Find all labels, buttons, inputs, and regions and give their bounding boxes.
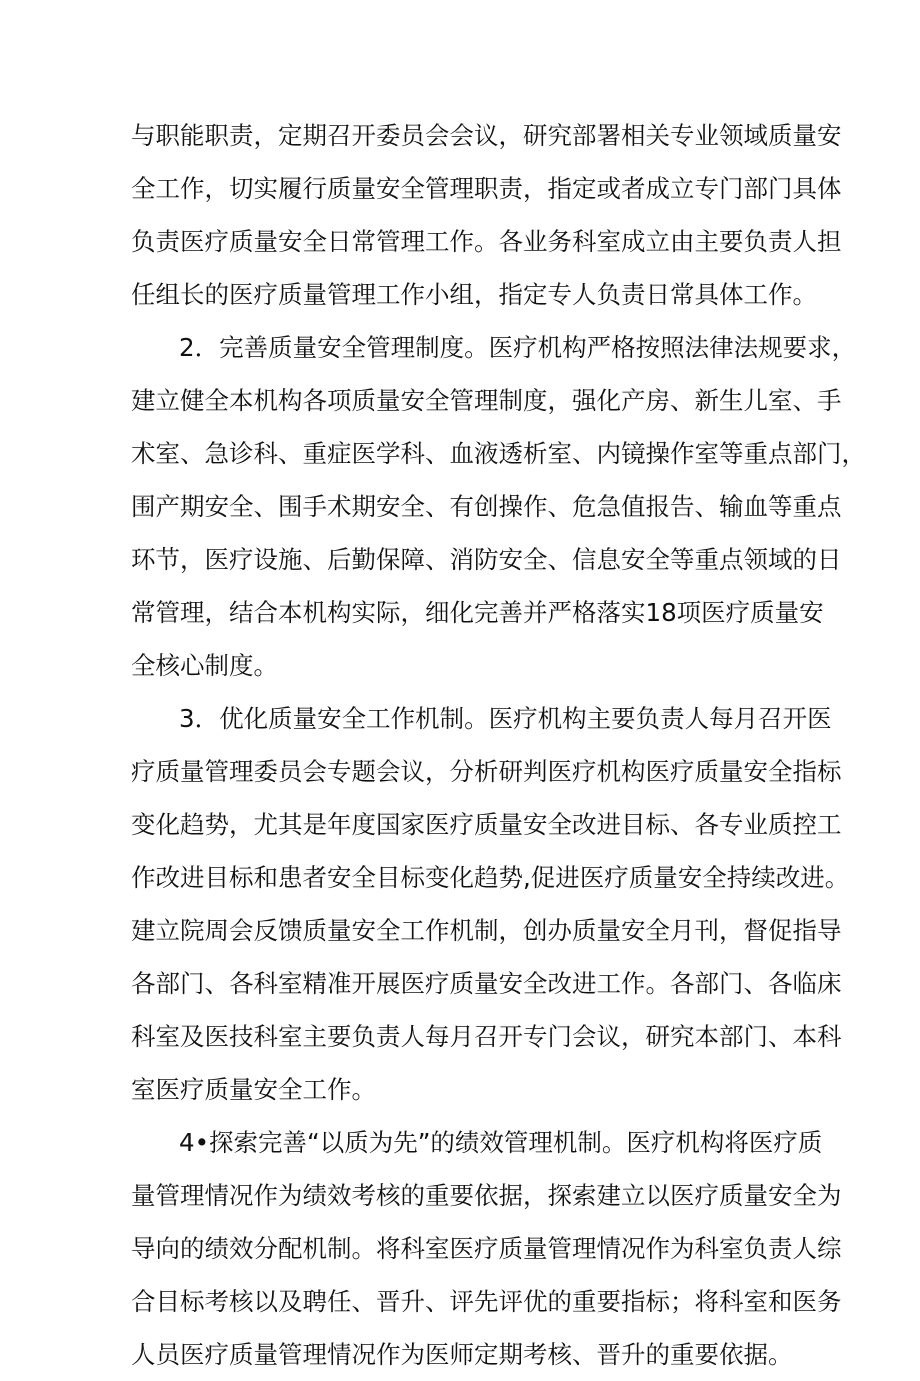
text-line: 围产期安全、围手术期安全、有创操作、危急值报告、输血等重点 <box>131 492 842 521</box>
text-line: 常管理，结合本机构实际，细化完善并严格落实18项医疗质量安 <box>131 598 824 627</box>
text-line: 科室及医技科室主要负责人每月召开专门会议，研究本部门、本科 <box>131 1022 842 1051</box>
text-line: 与职能职责，定期召开委员会会议，研究部署相关专业领域质量安 <box>131 121 842 150</box>
text-line: 量管理情况作为绩效考核的重要依据，探索建立以医疗质量安全为 <box>131 1181 842 1210</box>
text-line: 疗质量管理委员会专题会议，分析研判医疗机构医疗质量安全指标 <box>131 757 842 786</box>
text-line: 建立院周会反馈质量安全工作机制，创办质量安全月刊，督促指导 <box>131 916 842 945</box>
text-line: 全核心制度。 <box>131 651 278 680</box>
text-line: 作改进目标和患者安全目标变化趋势,促进医疗质量安全持续改进。 <box>131 863 850 892</box>
paragraph-1 <box>131 109 842 321</box>
text-line: 人员医疗质量管理情况作为医师定期考核、晋升的重要依据。 <box>131 1340 793 1369</box>
text-line: 4•探索完善“以质为先”的绩效管理机制。医疗机构将医疗质 <box>179 1128 823 1157</box>
text-line: 3．优化质量安全工作机制。医疗机构主要负责人每月召开医 <box>179 704 832 733</box>
paragraph-2 <box>131 321 866 692</box>
text-line: 导向的绩效分配机制。将科室医疗质量管理情况作为科室负责人综 <box>131 1234 842 1263</box>
document-body <box>131 109 866 1381</box>
text-line: 全工作，切实履行质量安全管理职责，指定或者成立专门部门具体 <box>131 174 842 203</box>
text-line: 合目标考核以及聘任、晋升、评先评优的重要指标；将科室和医务 <box>131 1287 842 1316</box>
paragraph-3 <box>131 692 850 1116</box>
text-line: 室医疗质量安全工作。 <box>131 1075 376 1104</box>
text-line: 2．完善质量安全管理制度。医疗机构严格按照法律法规要求， <box>179 333 857 362</box>
paragraph-4 <box>131 1116 842 1381</box>
text-line: 负责医疗质量安全日常管理工作。各业务科室成立由主要负责人担 <box>131 227 842 256</box>
text-line: 变化趋势，尤其是年度国家医疗质量安全改进目标、各专业质控工 <box>131 810 842 839</box>
text-line: 术室、急诊科、重症医学科、血液透析室、内镜操作室等重点部门， <box>131 439 866 468</box>
text-line: 建立健全本机构各项质量安全管理制度，强化产房、新生儿室、手 <box>131 386 842 415</box>
text-line: 任组长的医疗质量管理工作小组，指定专人负责日常具体工作。 <box>131 280 817 309</box>
text-line: 环节，医疗设施、后勤保障、消防安全、信息安全等重点领域的日 <box>131 545 842 574</box>
text-line: 各部门、各科室精准开展医疗质量安全改进工作。各部门、各临床 <box>131 969 842 998</box>
